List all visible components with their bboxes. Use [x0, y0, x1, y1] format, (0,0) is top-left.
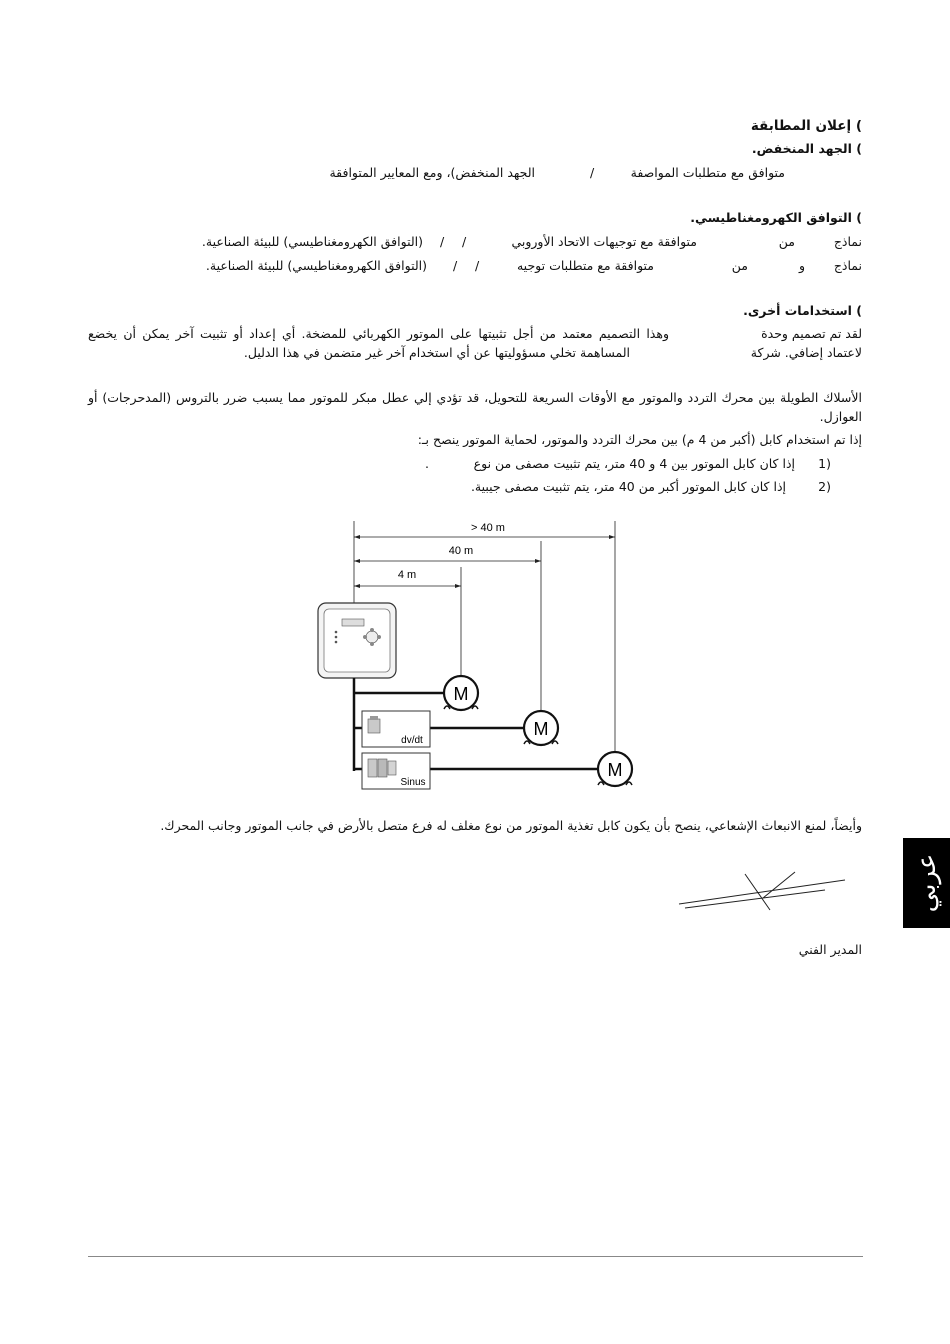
sinus-label: Sinus: [400, 777, 426, 788]
item1-number: (1: [818, 456, 831, 471]
cables-paragraph-cont: العوازل.: [819, 409, 862, 424]
language-tab-label: عربي: [911, 853, 942, 913]
slash: /: [590, 165, 595, 180]
dim-4-label: 4 m: [397, 569, 417, 581]
emission-note: وأيضاً، لمنع الانبعاث الإشعاعي، ينصح بأن يكون كابل تغذية الموتور من نوع مغلف له فرع متصل بالأرض في جانب الموتور وجانب المحرك.: [160, 818, 862, 833]
item2-number: (2: [818, 479, 831, 494]
emc-line2-b: من: [731, 258, 748, 273]
slash: /: [462, 234, 467, 249]
signature-role: المدير الفني: [798, 942, 862, 957]
other-uses-line2-b: المساهمة تخلي مسؤوليتها عن أي استخدام آخر غير متضمن في هذا الدليل.: [243, 345, 630, 360]
emc-line1-c: متوافقة مع توجيهات الاتحاد الأوروبي: [511, 234, 697, 249]
emc-line1-a: نماذج: [833, 234, 862, 249]
emc-line2-d: متوافقة مع متطلبات توجيه: [516, 258, 654, 273]
motor-40m: [524, 711, 558, 745]
emc-line2-e: (التوافق الكهرومغناطيسي) للبيئة الصناعية.: [205, 258, 427, 273]
other-uses-line2-a: لاعتماد إضافي. شركة: [750, 345, 862, 360]
sinus-filter: [362, 753, 430, 789]
other-uses-line1-a: لقد تم تصميم وحدة: [761, 326, 862, 341]
other-uses-heading: ) استخدامات أخرى.: [743, 303, 862, 318]
footer-divider: [88, 1256, 863, 1257]
slash: /: [453, 258, 458, 273]
item1-period: .: [425, 456, 429, 471]
item1-text: إذا كان كابل الموتور بين 4 و 40 متر، يتم تثبيت مصفى من نوع: [473, 456, 795, 471]
dim-gt40-label: > 40 m: [471, 522, 505, 534]
emc-line2-a: نماذج: [833, 258, 862, 273]
dvdt-filter: [362, 711, 430, 747]
motor-label: M: [607, 760, 623, 780]
low-voltage-text-2: الجهد المنخفض)، ومع المعايير المتوافقة: [329, 165, 535, 180]
signature: [675, 868, 855, 918]
motor-label: M: [533, 719, 549, 739]
declaration-title: ) إعلان المطابقة: [750, 118, 862, 134]
language-tab: [903, 838, 950, 928]
cables-recommendation: إذا تم استخدام كابل (أكبر من 4 م) بين محرك التردد والموتور، لحماية الموتور ينصح بـ:: [417, 432, 862, 447]
emc-line1-b: من: [778, 234, 795, 249]
motor-label: M: [453, 684, 469, 704]
low-voltage-heading: ) الجهد المنخفض.: [751, 141, 862, 156]
slash: /: [440, 234, 445, 249]
emc-line1-d: (التوافق الكهرومغناطيسي) للبيئة الصناعية.: [201, 234, 423, 249]
other-uses-line1-b: وهذا التصميم معتمد من أجل تثبيتها على الموتور الكهربائي للمضخة. أي إعداد أو تثبيت آخر يمكن أن يخضع: [88, 326, 669, 341]
item2-text: إذا كان كابل الموتور أكبر من 40 متر، يتم تثبيت مصفى جيبية.: [470, 479, 786, 494]
frequency-drive-unit: [318, 603, 396, 678]
low-voltage-text-1: متوافق مع متطلبات المواصفة: [630, 165, 785, 180]
emc-line2-c: و: [798, 258, 805, 273]
slash: /: [475, 258, 480, 273]
dim-40-label: 40 m: [448, 545, 474, 557]
motor-gt40m: [598, 752, 632, 786]
cables-paragraph: الأسلاك الطويلة بين محرك التردد والموتور مع الأوقات السريعة للتحويل، قد تؤدي إلي عطل مبكر للموتور مما يسبب ضرر بالتروس (المدحرجات) أو: [88, 390, 862, 405]
motor-4m: [444, 676, 478, 710]
emc-heading: ) التوافق الكهرومغناطيسي.: [690, 210, 862, 225]
filter-diagram: [310, 515, 650, 795]
dvdt-label: dv/dt: [401, 735, 423, 746]
